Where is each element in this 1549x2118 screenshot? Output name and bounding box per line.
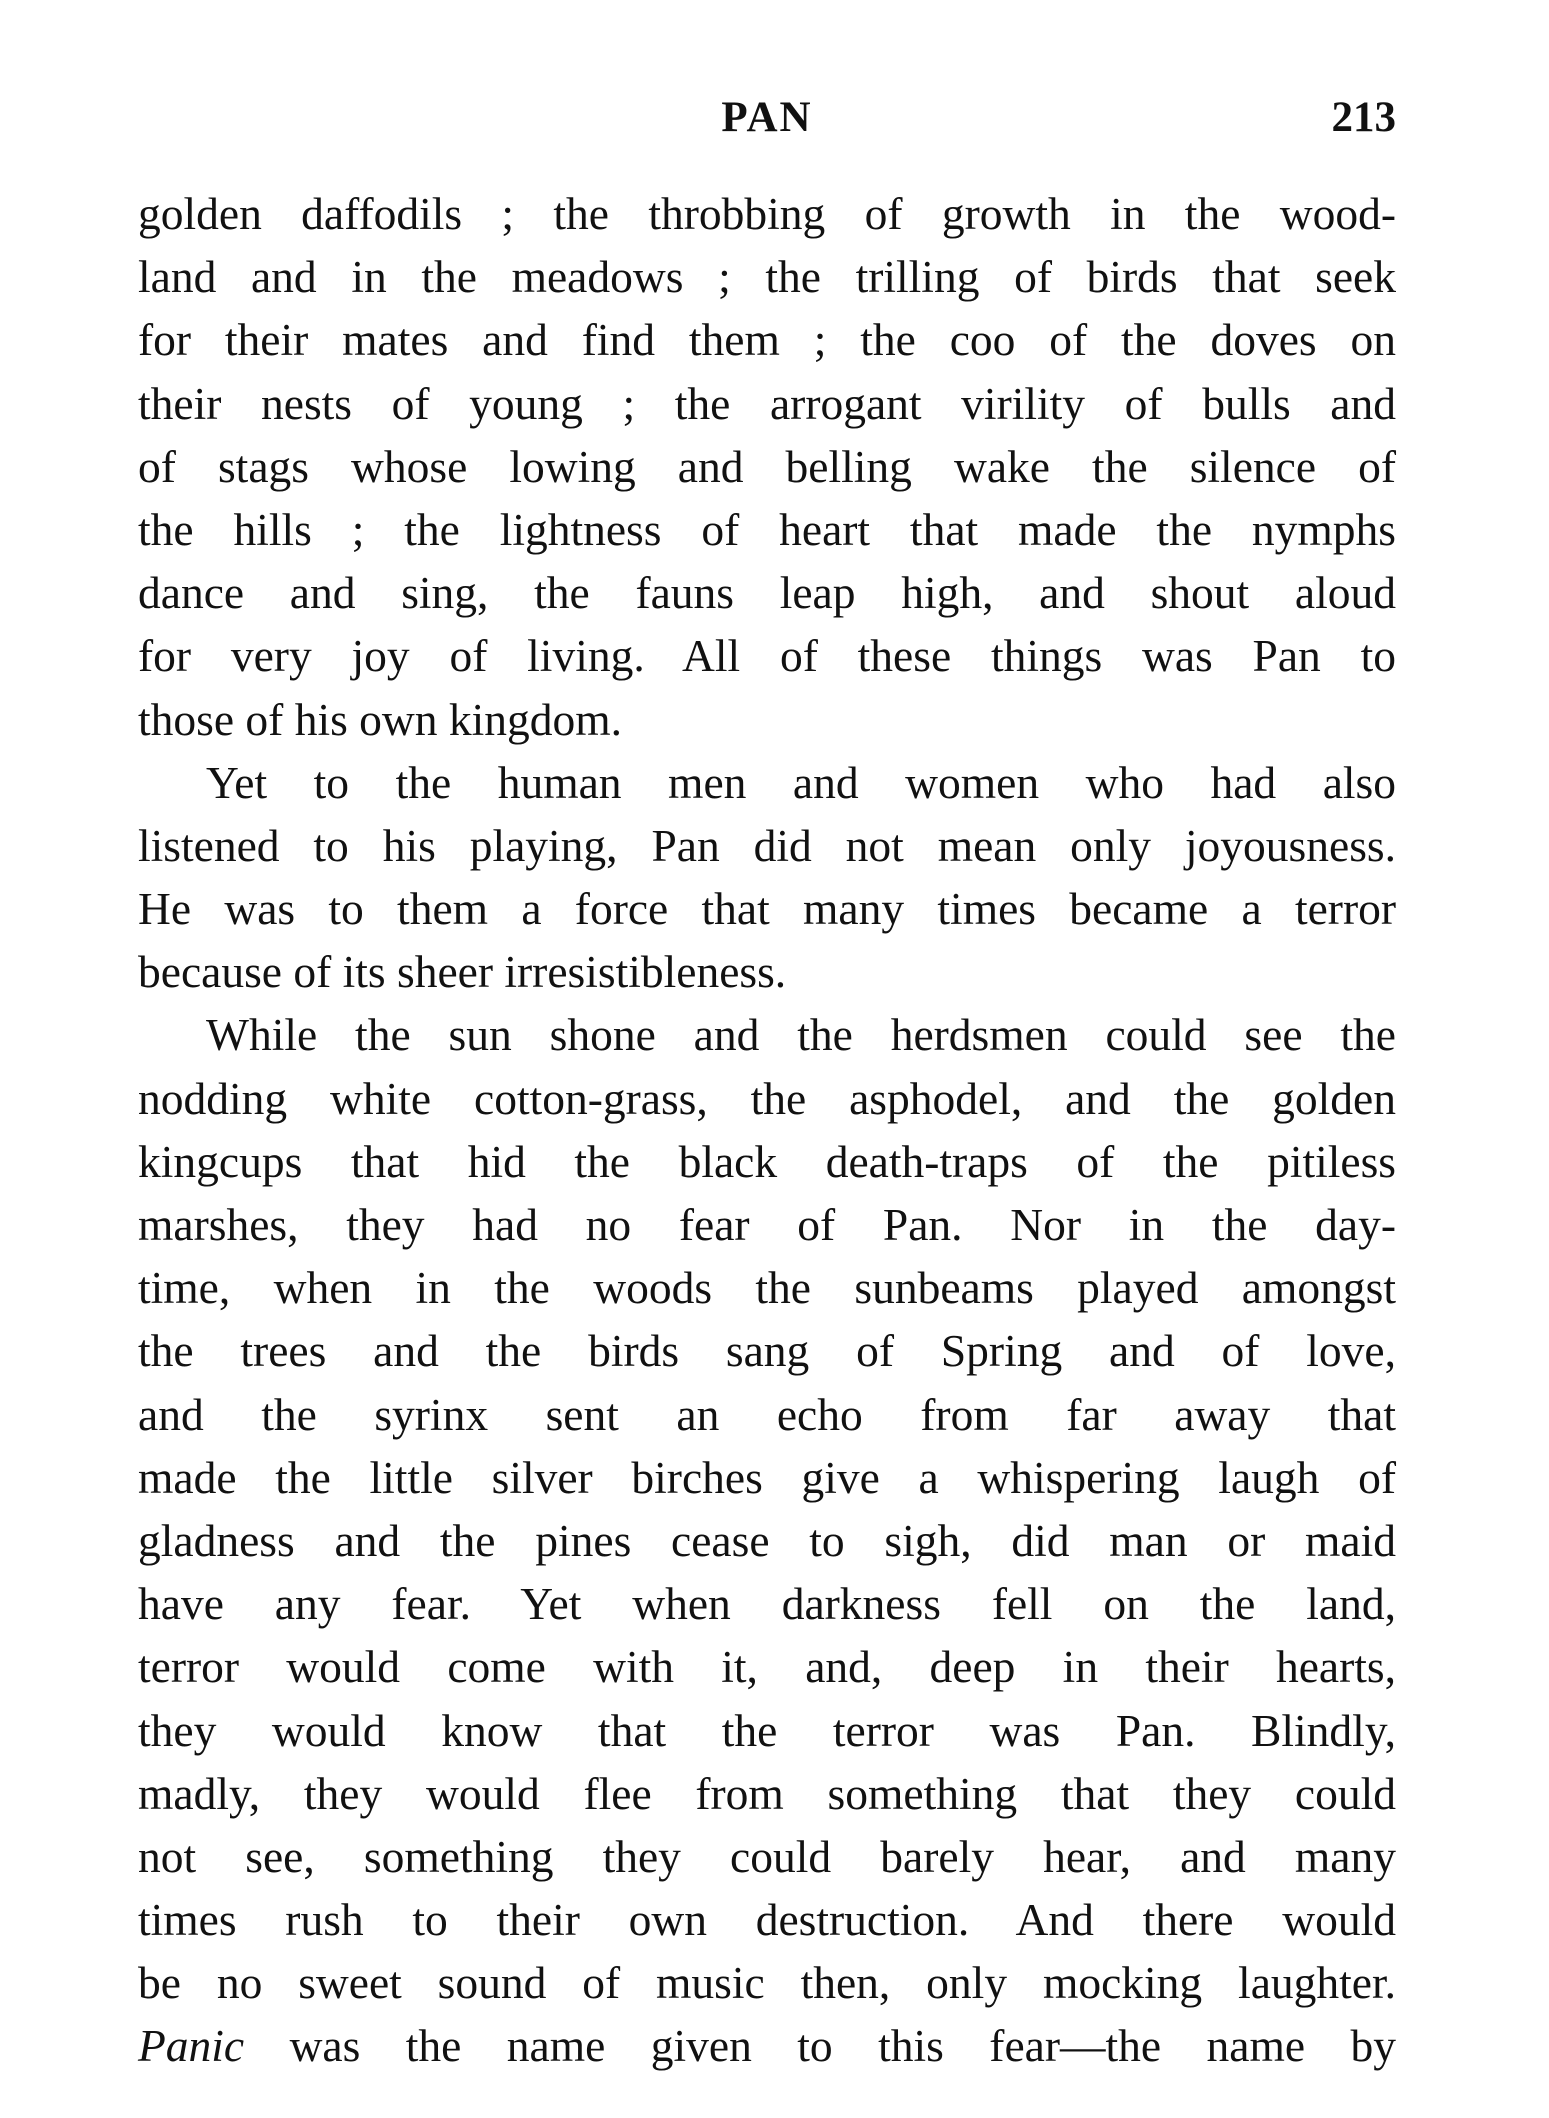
text-line: for their mates and find them ; the coo of the doves on [138,314,1396,366]
body-text [138,182,1396,2078]
text-line: land and in the meadows ; the trilling of birds that seek [138,251,1396,303]
text-line: times rush to their own destruction. And there would [138,1894,1396,1946]
paragraph-2 [138,751,1396,1004]
text-line: their nests of young ; the arrogant virility of bulls and [138,377,1396,429]
text-line: gladness and the pines cease to sigh, did man or maid [138,1514,1396,1566]
text-line: listened to his playing, Pan did not mean only joyousness. [138,819,1396,871]
text-line: the hills ; the lightness of heart that made the nymphs [138,503,1396,555]
text-line: not see, something they could barely hear, and many [138,1830,1396,1882]
text-line: Yet to the human men and women who had also [206,756,1396,808]
text-line: nodding white cotton-grass, the asphodel, and the golden [138,1072,1396,1124]
text-line: marshes, they had no fear of Pan. Nor in the day- [138,1199,1396,1250]
text-line: those of his own kingdom. [138,693,623,745]
text-line: kingcups that hid the black death-traps of the pitiless [138,1135,1396,1187]
text-line: they would know that the terror was Pan. Blindly, [138,1704,1396,1756]
text-line: made the little silver birches give a whispering laugh of [138,1451,1396,1503]
running-title: PAN [721,94,813,141]
text-line: and the syrinx sent an echo from far away that [138,1388,1396,1440]
text-line: He was to them a force that many times became a terror [138,883,1396,935]
text-line: golden daffodils ; the throbbing of growth in the wood- [138,188,1396,239]
closing-line-rest: was the name given to this fear—the name by [244,2020,1396,2072]
text-line: of stags whose lowing and belling wake the silence of [138,440,1396,492]
text-line: because of its sheer irresistibleness. [138,946,787,998]
text-line: terror would come with it, and, deep in their hearts, [138,1641,1396,1693]
text-line: dance and sing, the fauns leap high, and shout aloud [138,567,1396,619]
paragraph-1 [138,182,1396,751]
page-number: 213 [1331,94,1396,141]
text-line: for very joy of living. All of these things was Pan to [138,630,1396,682]
text-line: time, when in the woods the sunbeams played amongst [138,1262,1396,1314]
paragraph-3 [138,1003,1396,2077]
text-line: madly, they would flee from something that they could [138,1767,1396,1819]
text-line: be no sweet sound of music then, only mocking laughter. [138,1957,1396,2009]
italic-term-panic: Panic [138,2020,245,2072]
text-line: the trees and the birds sang of Spring and of love, [138,1325,1396,1377]
text-line: have any fear. Yet when darkness fell on the land, [138,1578,1396,1630]
running-head [138,88,1396,148]
text-line: While the sun shone and the herdsmen could see the [206,1009,1396,1061]
text-line-closing [138,2014,1396,2077]
